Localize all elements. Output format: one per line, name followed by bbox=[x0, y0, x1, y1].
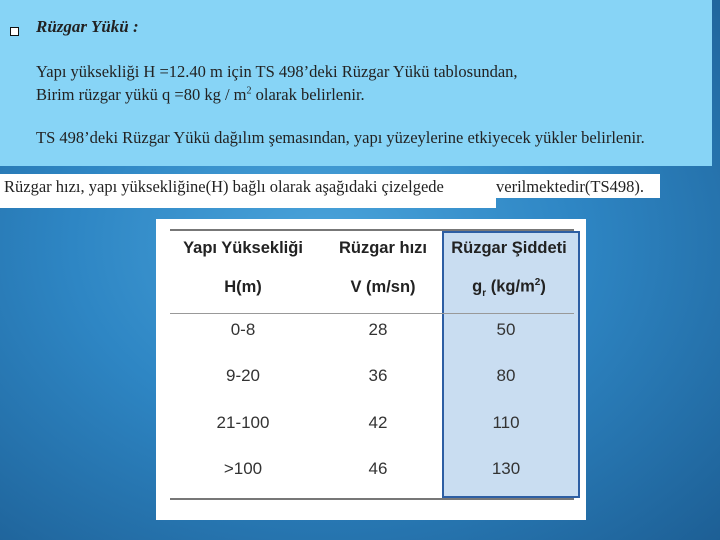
table-top-rule bbox=[170, 229, 574, 231]
caption-strip-right bbox=[496, 174, 660, 198]
cell-height: 21-100 bbox=[216, 413, 270, 432]
cell-height: 0-8 bbox=[230, 320, 256, 339]
cell-speed: 42 bbox=[368, 413, 388, 432]
unit-height: H(m) bbox=[224, 278, 262, 296]
cell-intensity: 50 bbox=[496, 320, 516, 339]
paragraph-line-3: TS 498’deki Rüzgar Yükü dağılım şemasından, yapı yüzeylerine etkiyecek yükler belirlenir. bbox=[36, 128, 645, 147]
header-wind-speed: Rüzgar hızı bbox=[338, 239, 427, 257]
square-bullet-icon bbox=[10, 27, 19, 36]
paragraph-line-1: Yapı yüksekliği H =12.40 m için TS 498’deki Rüzgar Yükü tablosundan, bbox=[36, 62, 518, 81]
header-wind-intensity: Rüzgar Şiddeti bbox=[451, 239, 567, 257]
table-bottom-rule bbox=[170, 498, 574, 500]
info-panel bbox=[0, 0, 712, 166]
wind-table bbox=[156, 219, 586, 520]
caption-text-part-2: verilmektedir(TS498). bbox=[496, 177, 645, 196]
cell-intensity: 110 bbox=[492, 413, 520, 432]
cell-intensity: 130 bbox=[491, 459, 521, 478]
caption-strip-left bbox=[0, 174, 496, 208]
cell-height: 9-20 bbox=[225, 366, 261, 385]
header-height: Yapı Yüksekliği bbox=[183, 239, 303, 257]
cell-intensity: 80 bbox=[496, 366, 516, 385]
table-header-rule bbox=[170, 313, 574, 314]
caption-text-part-1: Rüzgar hızı, yapı yüksekliğine(H) bağlı olarak aşağıdaki çizelgede bbox=[4, 177, 444, 196]
highlighted-column bbox=[442, 231, 580, 498]
paragraph-line-2: Birim rüzgar yükü q =80 kg / $m^2$ olarak belirlenir. bbox=[36, 85, 365, 104]
section-heading: Rüzgar Yükü : bbox=[36, 17, 139, 36]
cell-speed: 46 bbox=[368, 459, 388, 478]
cell-speed: 28 bbox=[368, 320, 388, 339]
unit-wind-intensity: $g_r$ $(kg/m^2)$ bbox=[472, 277, 546, 299]
cell-height: >100 bbox=[223, 459, 263, 478]
cell-speed: 36 bbox=[368, 366, 388, 385]
unit-wind-speed: V (m/sn) bbox=[350, 278, 416, 296]
